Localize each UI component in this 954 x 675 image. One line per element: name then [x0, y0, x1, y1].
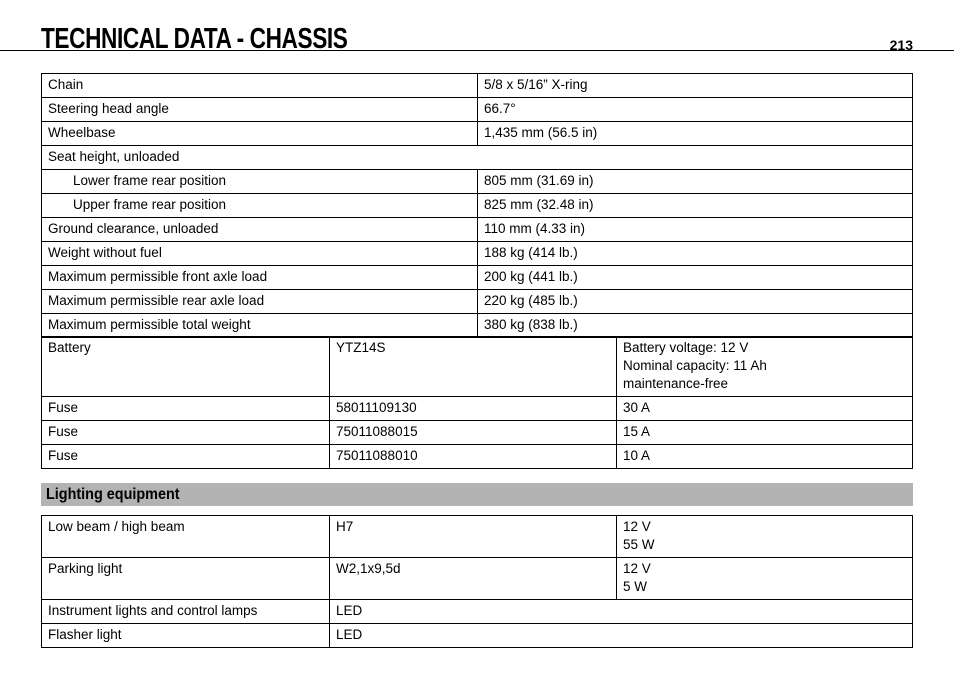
- table-row: [42, 290, 913, 314]
- table-row: [42, 421, 913, 445]
- spec-rating: 10 A: [617, 445, 913, 469]
- spec-bulb: H7: [330, 516, 617, 558]
- spec-label: Instrument lights and control lamps: [42, 600, 330, 624]
- section-header-lighting: [41, 483, 913, 506]
- spec-rating: 15 A: [617, 421, 913, 445]
- table-row: [42, 194, 913, 218]
- table-row: [42, 600, 913, 624]
- spec-details: [617, 516, 913, 558]
- lighting-spec-table: [41, 515, 913, 648]
- table-row: [42, 170, 913, 194]
- spec-detail-line: 5 W: [623, 579, 648, 594]
- spec-label: Upper frame rear position: [42, 194, 478, 218]
- spec-label: Low beam / high beam: [42, 516, 330, 558]
- table-row: [42, 98, 913, 122]
- spec-bulb: LED: [330, 600, 913, 624]
- spec-bulb: W2,1x9,5d: [330, 558, 617, 600]
- spec-label: Fuse: [42, 445, 330, 469]
- page-title: TECHNICAL DATA - CHASSIS: [41, 23, 348, 55]
- spec-label: Maximum permissible total weight: [42, 314, 478, 338]
- table-row: [42, 516, 913, 558]
- spec-value: 380 kg (838 lb.): [478, 314, 913, 338]
- spec-detail-line: 12 V: [623, 519, 651, 534]
- table-row: [42, 74, 913, 98]
- spec-label: Parking light: [42, 558, 330, 600]
- table-row: [42, 146, 913, 170]
- table-row: [42, 624, 913, 648]
- spec-part-number: 75011088015: [330, 421, 617, 445]
- spec-value: 805 mm (31.69 in): [478, 170, 913, 194]
- spec-detail-line: Nominal capacity: 11 Ah: [623, 358, 767, 373]
- spec-label: Battery: [42, 337, 330, 397]
- spec-value: 1,435 mm (56.5 in): [478, 122, 913, 146]
- spec-label: Maximum permissible rear axle load: [42, 290, 478, 314]
- spec-rating: 30 A: [617, 397, 913, 421]
- spec-label: Flasher light: [42, 624, 330, 648]
- page-number: 213: [889, 37, 913, 53]
- table-row: [42, 122, 913, 146]
- spec-bulb: LED: [330, 624, 913, 648]
- table-row: [42, 558, 913, 600]
- electrical-spec-table: [41, 336, 913, 469]
- table-row: [42, 266, 913, 290]
- spec-value: 188 kg (414 lb.): [478, 242, 913, 266]
- spec-label: Weight without fuel: [42, 242, 478, 266]
- spec-detail-line: 12 V: [623, 561, 651, 576]
- spec-value: 66.7°: [478, 98, 913, 122]
- table-row: [42, 218, 913, 242]
- spec-value: 5/8 x 5/16” X-ring: [478, 74, 913, 98]
- spec-label: Fuse: [42, 421, 330, 445]
- spec-group-label: Seat height, unloaded: [42, 146, 913, 170]
- spec-part-number: 58011109130: [330, 397, 617, 421]
- spec-part-number: 75011088010: [330, 445, 617, 469]
- table-row: [42, 445, 913, 469]
- spec-value: 200 kg (441 lb.): [478, 266, 913, 290]
- section-title: Lighting equipment: [46, 486, 180, 503]
- chassis-spec-table: [41, 73, 913, 338]
- spec-label: Chain: [42, 74, 478, 98]
- header-divider: [0, 50, 954, 51]
- table-row: [42, 337, 913, 397]
- spec-details: [617, 558, 913, 600]
- table-row: [42, 242, 913, 266]
- spec-label: Maximum permissible front axle load: [42, 266, 478, 290]
- table-row: [42, 397, 913, 421]
- spec-detail-line: Battery voltage: 12 V: [623, 340, 749, 355]
- spec-value: 110 mm (4.33 in): [478, 218, 913, 242]
- spec-details: [617, 337, 913, 397]
- spec-label: Ground clearance, unloaded: [42, 218, 478, 242]
- spec-value: 825 mm (32.48 in): [478, 194, 913, 218]
- spec-detail-line: 55 W: [623, 537, 655, 552]
- spec-label: Steering head angle: [42, 98, 478, 122]
- spec-label: Lower frame rear position: [42, 170, 478, 194]
- spec-detail-line: maintenance-free: [623, 376, 729, 391]
- spec-type: YTZ14S: [330, 337, 617, 397]
- spec-label: Wheelbase: [42, 122, 478, 146]
- spec-value: 220 kg (485 lb.): [478, 290, 913, 314]
- table-row: [42, 314, 913, 338]
- spec-label: Fuse: [42, 397, 330, 421]
